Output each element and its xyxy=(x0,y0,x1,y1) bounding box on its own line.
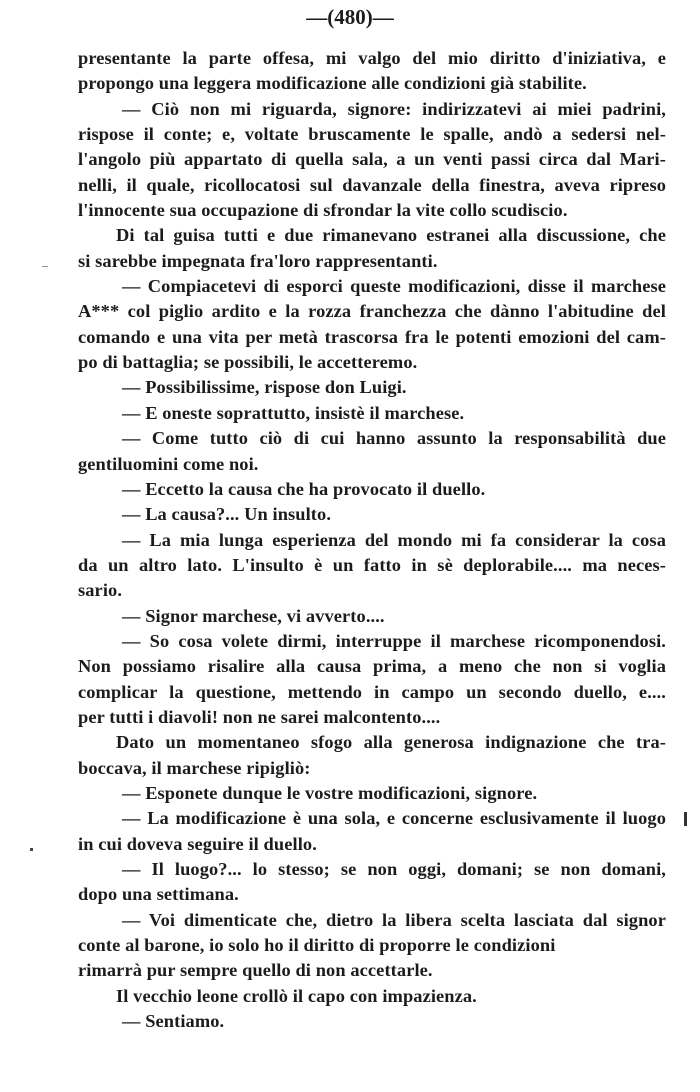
text-line: — So cosa volete dirmi, interruppe il marchese ricomponendosi. xyxy=(122,630,666,651)
page-number: —(480)— xyxy=(306,5,394,29)
text-line: — Il luogo?... lo stesso; se non oggi, domani; se non domani, xyxy=(122,859,666,879)
book-page-text xyxy=(78,46,666,1034)
text-line: Non possiamo risalire alla causa prima, a meno che non si voglia xyxy=(78,656,666,677)
text-line: po di battaglia; se possibili, le accetteremo. xyxy=(78,352,418,373)
text-line: rispose il conte; e, voltate bruscamente le spalle, andò a sedersi nel- xyxy=(78,124,666,145)
margin-speck xyxy=(30,848,33,851)
text-line: — Come tutto ciò di cui hanno assunto la responsabilità due xyxy=(122,428,666,449)
margin-speck xyxy=(42,266,48,267)
text-line: nelli, il quale, ricollocatosi sul davanzale della finestra, aveva ripreso xyxy=(78,174,666,195)
text-line: in cui doveva seguire il duello. xyxy=(78,833,317,854)
text-line: conte al barone, io solo ho il diritto di proporre le condizioni xyxy=(78,935,556,956)
text-line: comando e una vita per metà trascorsa fra le potenti emozioni del cam- xyxy=(78,326,666,347)
text-line: — La causa?... Un insulto. xyxy=(122,504,332,525)
text-line: — Ciò non mi riguarda, signore: indirizzatevi ai miei padrini, xyxy=(122,98,666,119)
text-line: — Voi dimenticate che, dietro la libera scelta lasciata dal signor xyxy=(122,909,666,930)
text-line: — Possibilissime, rispose don Luigi. xyxy=(122,377,407,398)
text-line: A*** col piglio ardito e la rozza franchezza che dànno l'abitudine del xyxy=(78,301,666,322)
text-line: dopo una settimana. xyxy=(78,884,239,905)
text-line: Di tal guisa tutti e due rimanevano estranei alla discussione, che xyxy=(116,225,666,246)
text-line: boccava, il marchese ripigliò: xyxy=(78,757,311,778)
text-line: — E oneste soprattutto, insistè il marchese. xyxy=(122,402,465,423)
text-line: — La modificazione è una sola, e concerne esclusivamente il luogo xyxy=(122,808,666,829)
text-line: rimarrà pur sempre quello di non accettarle. xyxy=(78,960,433,981)
text-line: Il vecchio leone crollò il capo con impazienza. xyxy=(116,985,477,1006)
text-line: complicar la questione, mettendo in campo un secondo duello, e.... xyxy=(78,681,666,702)
text-line: presentante la parte offesa, mi valgo del mio diritto d'iniziativa, e xyxy=(78,48,666,68)
margin-speck xyxy=(684,812,687,826)
text-line: — Sentiamo. xyxy=(122,1011,225,1032)
text-line: gentiluomini come noi. xyxy=(78,453,259,474)
text-line: propongo una leggera modificazione alle condizioni già stabilite. xyxy=(78,73,587,94)
text-line: — Compiacetevi di esporci queste modificazioni, disse il marchese xyxy=(122,276,666,297)
text-line: — Esponete dunque le vostre modificazioni, signore. xyxy=(122,782,538,803)
text-line: l'angolo più appartato di quella sala, a un venti passi circa dal Mari- xyxy=(78,149,666,170)
text-line: da un altro lato. L'insulto è un fatto in sè deplorabile.... ma neces- xyxy=(78,554,666,575)
text-line: si sarebbe impegnata fra'loro rappresentanti. xyxy=(78,250,438,271)
text-line: sario. xyxy=(78,580,123,601)
text-line: — Signor marchese, vi avverto.... xyxy=(122,605,385,626)
text-line: l'innocente sua occupazione di sfrondar la vite collo scudiscio. xyxy=(78,200,568,221)
text-line: — La mia lunga esperienza del mondo mi fa considerar la cosa xyxy=(122,529,666,550)
text-line: — Eccetto la causa che ha provocato il duello. xyxy=(122,478,486,499)
text-line: per tutti i diavoli! non ne sarei malcontento.... xyxy=(78,706,441,727)
text-line: Dato un momentaneo sfogo alla generosa indignazione che tra- xyxy=(116,732,666,753)
